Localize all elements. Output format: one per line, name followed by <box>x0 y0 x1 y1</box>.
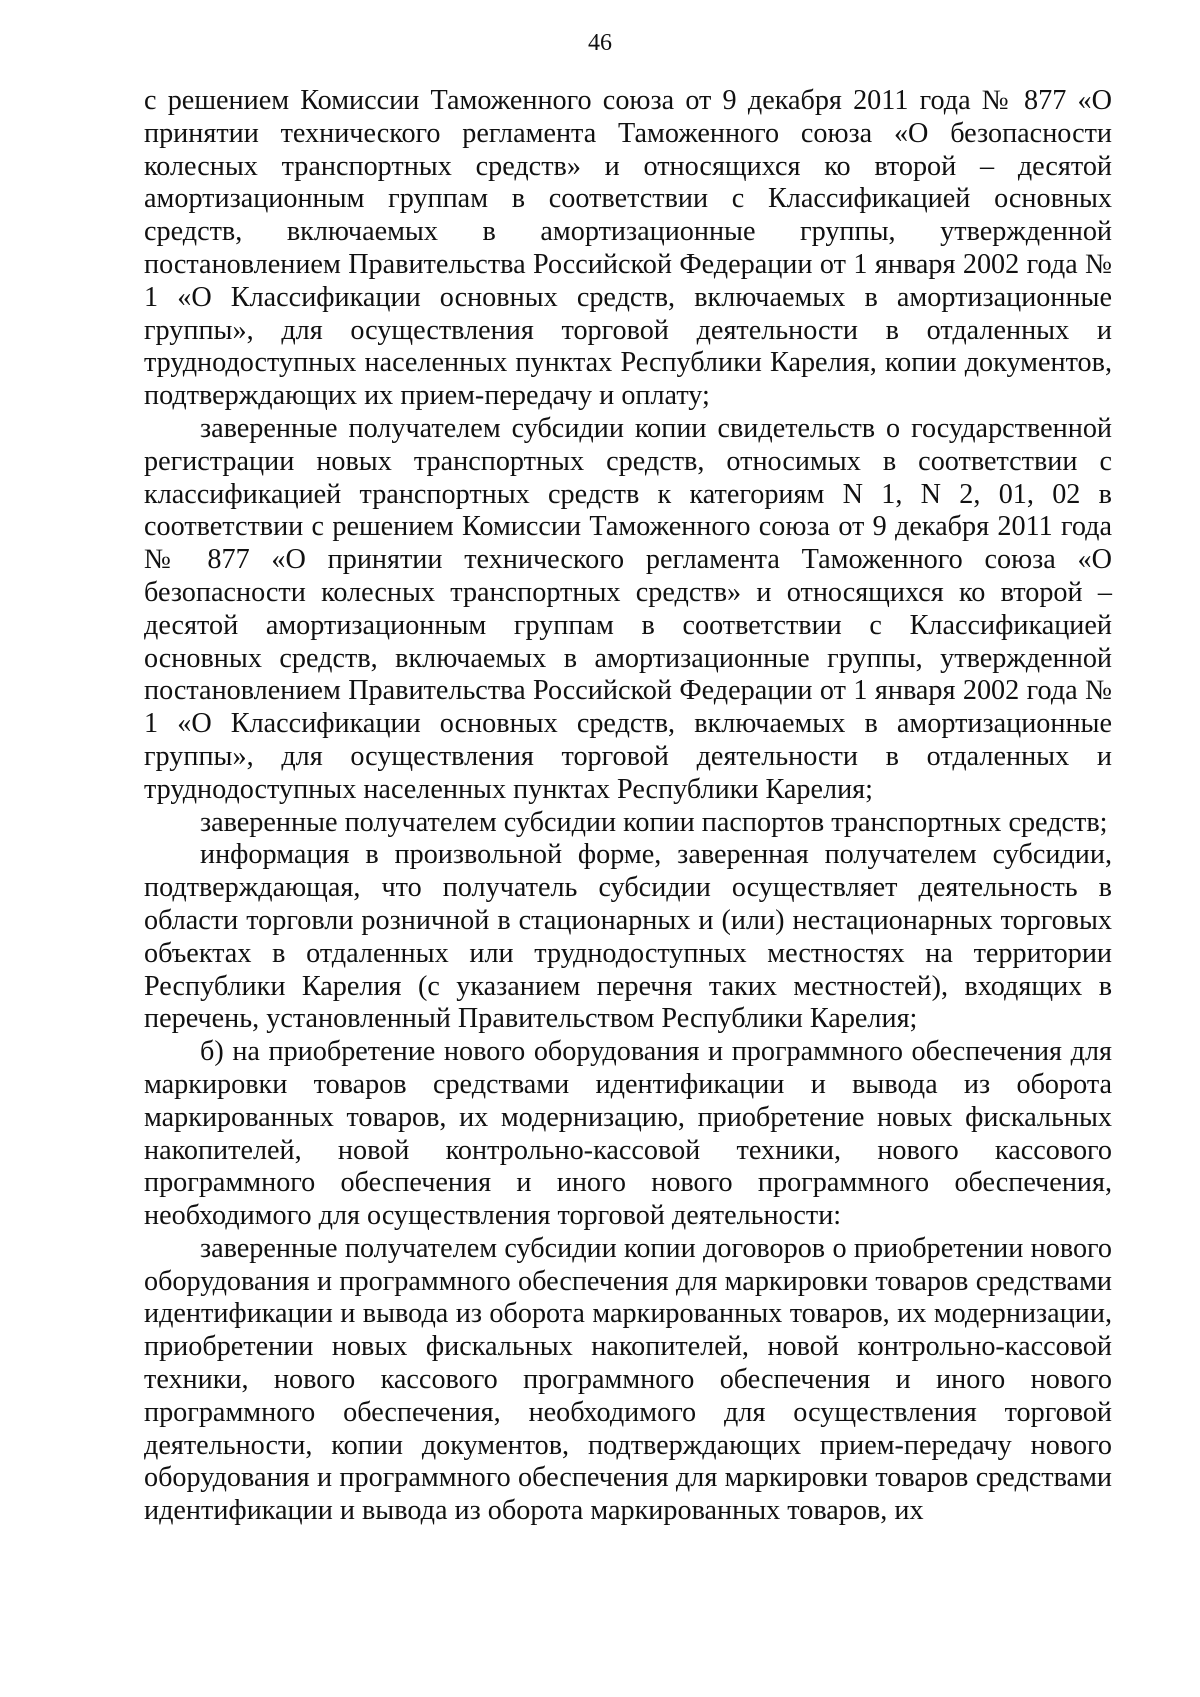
paragraph-6: заверенные получателем субсидии копии договоров о приобретении нового оборудования и программного обеспечения для маркировки товаров средствами идентификации и вывода из оборота маркированных товаров, их модернизации, приобретении новых фискальных накопителей, новой контрольно-кассовой техники, нового кассового программного обеспечения и иного нового программного обеспечения, необходимого для осуществления торговой деятельности, копии документов, подтверждающих прием-передачу нового оборудования и программного обеспечения для маркировки товаров средствами идентификации и вывода из оборота маркированных товаров, их <box>144 1232 1112 1527</box>
paragraph-2: заверенные получателем субсидии копии свидетельств о государственной регистрации новых транспортных средств, относимых в соответствии с классификацией транспортных средств к категориям N 1, N 2, 01, 02 в соответствии с решением Комиссии Таможенного союза от 9 декабря 2011 года № 877 «О принятии технического регламента Таможенного союза «О безопасности колесных транспортных средств» и относящихся ко второй – десятой амортизационным группам в соответствии с Классификацией основных средств, включаемых в амортизационные группы, утвержденной постановлением Правительства Российской Федерации от 1 января 2002 года № 1 «О Классификации основных средств, включаемых в амортизационные группы», для осуществления торговой деятельности в отдаленных и труднодоступных населенных пунктах Республики Карелия; <box>144 412 1112 805</box>
paragraph-5: б) на приобретение нового оборудования и программного обеспечения для маркировки товаров средствами идентификации и вывода из оборота маркированных товаров, их модернизацию, приобретение новых фискальных накопителей, новой контрольно-кассовой техники, нового кассового программного обеспечения и иного нового программного обеспечения, необходимого для осуществления торговой деятельности: <box>144 1036 1112 1232</box>
paragraph-4: информация в произвольной форме, заверенная получателем субсидии, подтверждающая, что получатель субсидии осуществляет деятельность в области торговли розничной в стационарных и (или) нестационарных торговых объектах в отдаленных или труднодоступных местностях на территории Республики Карелия (с указанием перечня таких местностей), входящих в перечень, установленный Правительством Республики Карелия; <box>144 839 1112 1035</box>
paragraph-3: заверенные получателем субсидии копии паспортов транспортных средств; <box>200 806 1108 838</box>
page-number: 46 <box>588 30 612 56</box>
document-body <box>144 85 1112 1528</box>
paragraph-1: с решением Комиссии Таможенного союза от 9 декабря 2011 года № 877 «О принятии технического регламента Таможенного союза «О безопасности колесных транспортных средств» и относящихся ко второй – десятой амортизационным группам в соответствии с Классификацией основных средств, включаемых в амортизационные группы, утвержденной постановлением Правительства Российской Федерации от 1 января 2002 года № 1 «О Классификации основных средств, включаемых в амортизационные группы», для осуществления торговой деятельности в отдаленных и труднодоступных населенных пунктах Республики Карелия, копии документов, подтверждающих их прием-передачу и оплату; <box>144 85 1112 412</box>
